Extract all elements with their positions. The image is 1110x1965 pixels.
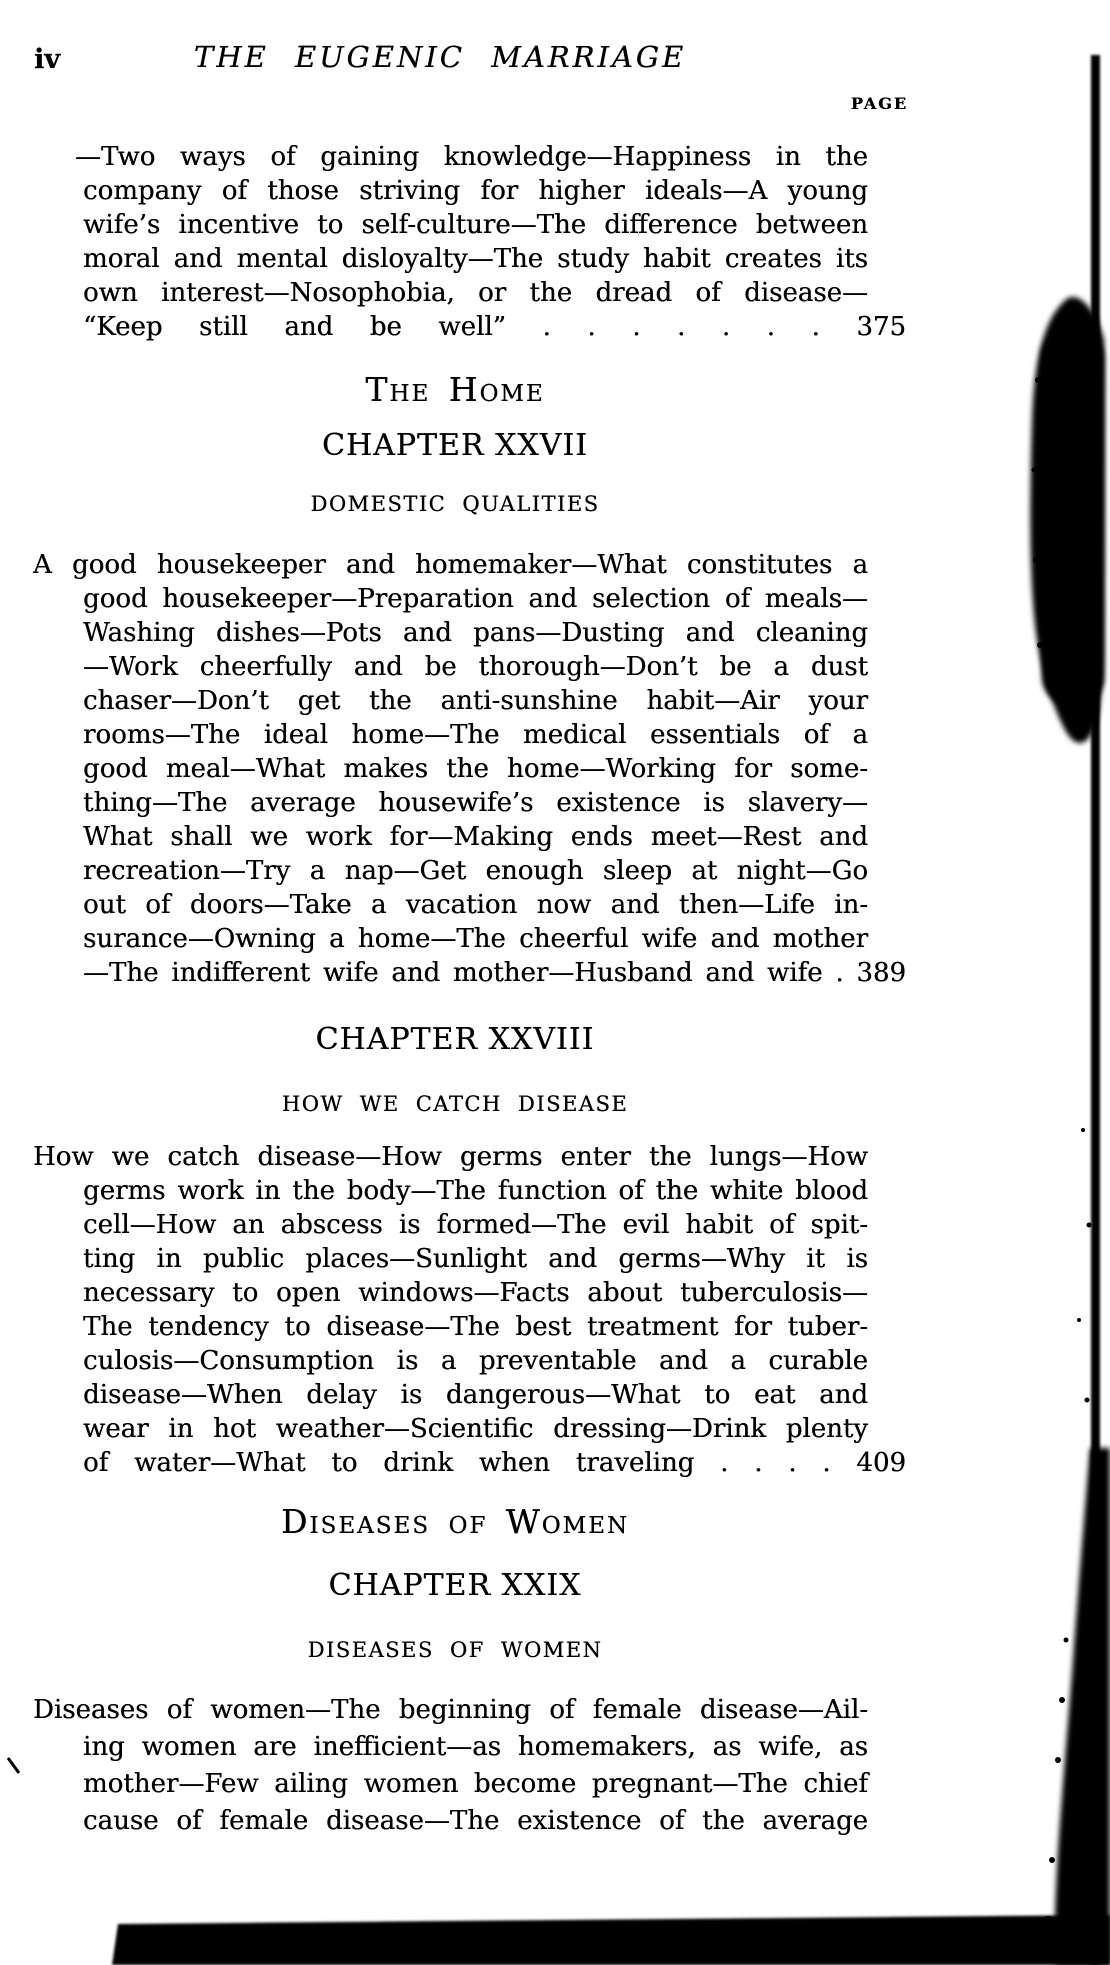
toc-entry-domestic-qualities: [33, 548, 906, 990]
page-column-label: PAGE: [850, 94, 908, 113]
toc-line: chaser—Don’t get the anti-sunshine habit—Air your: [83, 686, 868, 716]
toc-line: ing women are inefficient—as homemakers, as wife, as: [83, 1732, 868, 1762]
toc-line: necessary to open windows—Facts about tuberculosis—: [83, 1278, 868, 1308]
toc-line: wear in hot weather—Scientific dressing—Drink plenty: [83, 1414, 868, 1444]
toc-line-page-number: —The indifferent wife and mother—Husband and wife . 389: [83, 958, 906, 988]
running-title: THE EUGENIC MARRIAGE: [193, 40, 687, 74]
section-heading-the-home: The Home: [365, 370, 545, 409]
toc-line: ting in public places—Sunlight and germs—Why it is: [83, 1244, 868, 1274]
chapter-28-subtitle: HOW WE CATCH DISEASE: [281, 1092, 629, 1116]
toc-line: culosis—Consumption is a preventable and a curable: [83, 1346, 868, 1376]
page-folio: iv: [34, 44, 60, 75]
toc-line: mother—Few ailing women become pregnant—The chief: [83, 1769, 868, 1799]
toc-line: thing—The average housewife’s existence is slavery—: [83, 788, 868, 818]
chapter-29-subtitle: DISEASES OF WOMEN: [307, 1638, 603, 1662]
toc-line: good housekeeper—Preparation and selection of meals—: [83, 584, 868, 614]
toc-line: What shall we work for—Making ends meet—Rest and: [83, 822, 868, 852]
section-heading-diseases-of-women: Diseases of Women: [280, 1502, 630, 1541]
toc-line: The tendency to disease—The best treatment for tuber-: [83, 1312, 868, 1342]
toc-line: How we catch disease—How germs enter the lungs—How: [33, 1142, 868, 1172]
scan-corner-shadow: [1055, 1448, 1110, 1965]
toc-line: —Work cheerfully and be thorough—Don’t be a dust: [83, 652, 868, 682]
toc-line: cause of female disease—The existence of the average: [83, 1806, 868, 1836]
scan-gutter-shadow: [1030, 297, 1104, 743]
toc-line: disease—When delay is dangerous—What to eat and: [83, 1380, 868, 1410]
chapter-27-heading: CHAPTER XXVII: [321, 428, 589, 463]
toc-line: company of those striving for higher ideals—A young: [83, 176, 868, 206]
chapter-27-subtitle: DOMESTIC QUALITIES: [310, 492, 600, 516]
scan-gutter-shadow-core: [1042, 330, 1104, 705]
toc-line-page-number: “Keep still and be well” . . . . . . . 375: [83, 312, 906, 342]
toc-line: Diseases of women—The beginning of female disease—Ail-: [33, 1695, 868, 1725]
scan-edge-line: [1091, 55, 1100, 1965]
chapter-29-heading: CHAPTER XXIX: [328, 1568, 582, 1603]
toc-line: surance—Owning a home—The cheerful wife and mother: [83, 924, 868, 954]
toc-entry-diseases-of-women: [33, 1692, 868, 1840]
toc-line: rooms—The ideal home—The medical essentials of a: [83, 720, 868, 750]
toc-line: recreation—Try a nap—Get enough sleep at night—Go: [83, 856, 868, 886]
toc-line: cell—How an abscess is formed—The evil habit of spit-: [83, 1210, 868, 1240]
toc-line: A good housekeeper and homemaker—What constitutes a: [33, 550, 868, 580]
toc-line: good meal—What makes the home—Working for some-: [83, 754, 868, 784]
toc-line: —Two ways of gaining knowledge—Happiness in the: [75, 142, 868, 172]
toc-line-page-number: of water—What to drink when traveling . . . . 409: [83, 1448, 906, 1478]
toc-line: own interest—Nosophobia, or the dread of disease—: [83, 278, 868, 308]
scan-bottom-bar: [112, 1915, 1110, 1965]
chapter-28-heading: CHAPTER XXVIII: [315, 1022, 595, 1057]
toc-entry-how-we-catch-disease: [33, 1140, 906, 1480]
toc-line: out of doors—Take a vacation now and then—Life in-: [83, 890, 868, 920]
toc-line: moral and mental disloyalty—The study habit creates its: [83, 244, 868, 274]
toc-line: Washing dishes—Pots and pans—Dusting and cleaning: [83, 618, 868, 648]
toc-entry-self-culture: [75, 140, 906, 344]
scan-speckles: [1032, 377, 1092, 1924]
scan-margin-mark: [8, 1758, 19, 1773]
toc-line: wife’s incentive to self-culture—The difference between: [83, 210, 868, 240]
toc-line: germs work in the body—The function of the white blood: [83, 1176, 868, 1206]
